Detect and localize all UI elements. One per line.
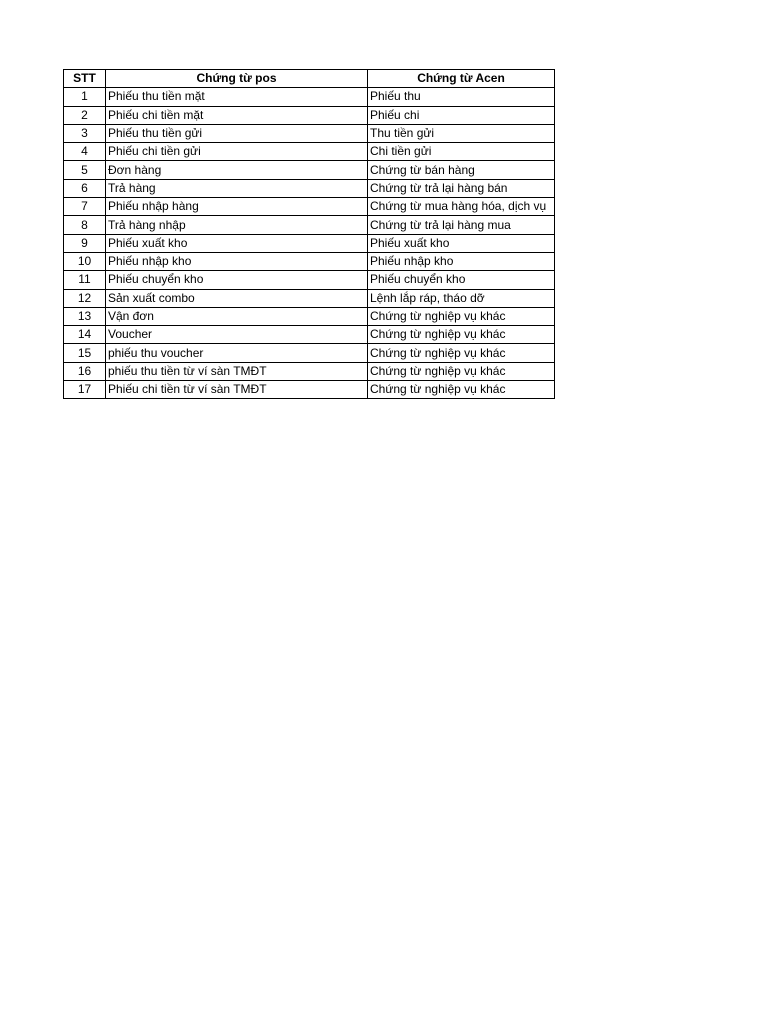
pos-document: phiếu thu voucher (106, 344, 368, 362)
table-row (64, 381, 555, 399)
row-number: 1 (64, 88, 106, 106)
acen-document: Chứng từ nghiệp vụ khác (368, 307, 555, 325)
acen-document: Chứng từ trả lại hàng bán (368, 179, 555, 197)
acen-document: Thu tiền gửi (368, 124, 555, 142)
table-row (64, 344, 555, 362)
row-number: 7 (64, 198, 106, 216)
pos-document: Phiếu chuyển kho (106, 271, 368, 289)
table-row (64, 271, 555, 289)
document-mapping-table (63, 69, 555, 399)
pos-document: Phiếu chi tiền từ ví sàn TMĐT (106, 381, 368, 399)
table-row (64, 143, 555, 161)
row-number: 9 (64, 234, 106, 252)
acen-document: Phiếu xuất kho (368, 234, 555, 252)
acen-document: Chứng từ nghiệp vụ khác (368, 326, 555, 344)
row-number: 10 (64, 252, 106, 270)
row-number: 14 (64, 326, 106, 344)
table-row (64, 362, 555, 380)
row-number: 5 (64, 161, 106, 179)
table-row (64, 289, 555, 307)
acen-document: Phiếu chi (368, 106, 555, 124)
acen-document: Chứng từ nghiệp vụ khác (368, 344, 555, 362)
table-row (64, 326, 555, 344)
table-row (64, 88, 555, 106)
row-number: 3 (64, 124, 106, 142)
row-number: 13 (64, 307, 106, 325)
pos-document: Phiếu chi tiền mặt (106, 106, 368, 124)
pos-document: Phiếu nhập kho (106, 252, 368, 270)
acen-document: Phiếu thu (368, 88, 555, 106)
acen-document: Chứng từ bán hàng (368, 161, 555, 179)
row-number: 2 (64, 106, 106, 124)
acen-document: Chứng từ nghiệp vụ khác (368, 362, 555, 380)
table-row (64, 179, 555, 197)
acen-document: Lệnh lắp ráp, tháo dỡ (368, 289, 555, 307)
pos-document: Sản xuất combo (106, 289, 368, 307)
table-row (64, 161, 555, 179)
row-number: 12 (64, 289, 106, 307)
row-number: 15 (64, 344, 106, 362)
pos-document: Trả hàng nhập (106, 216, 368, 234)
table-row (64, 307, 555, 325)
acen-document: Chi tiền gửi (368, 143, 555, 161)
acen-document: Phiếu nhập kho (368, 252, 555, 270)
table-header (64, 70, 555, 88)
table-row (64, 216, 555, 234)
header-stt: STT (64, 70, 106, 88)
header-row (64, 70, 555, 88)
table-row (64, 234, 555, 252)
header-pos-document: Chứng từ pos (106, 70, 368, 88)
pos-document: phiếu thu tiền từ ví sàn TMĐT (106, 362, 368, 380)
table-body (64, 88, 555, 399)
table-row (64, 106, 555, 124)
header-acen-document: Chứng từ Acen (368, 70, 555, 88)
acen-document: Phiếu chuyển kho (368, 271, 555, 289)
pos-document: Phiếu thu tiền gửi (106, 124, 368, 142)
acen-document: Chứng từ mua hàng hóa, dịch vụ (368, 198, 555, 216)
pos-document: Phiếu thu tiền mặt (106, 88, 368, 106)
row-number: 16 (64, 362, 106, 380)
row-number: 11 (64, 271, 106, 289)
pos-document: Phiếu xuất kho (106, 234, 368, 252)
row-number: 6 (64, 179, 106, 197)
pos-document: Phiếu chi tiền gửi (106, 143, 368, 161)
table-row (64, 198, 555, 216)
row-number: 4 (64, 143, 106, 161)
pos-document: Phiếu nhập hàng (106, 198, 368, 216)
table-row (64, 252, 555, 270)
pos-document: Đơn hàng (106, 161, 368, 179)
row-number: 17 (64, 381, 106, 399)
table-row (64, 124, 555, 142)
pos-document: Trả hàng (106, 179, 368, 197)
pos-document: Voucher (106, 326, 368, 344)
row-number: 8 (64, 216, 106, 234)
pos-document: Vận đơn (106, 307, 368, 325)
acen-document: Chứng từ trả lại hàng mua (368, 216, 555, 234)
acen-document: Chứng từ nghiệp vụ khác (368, 381, 555, 399)
